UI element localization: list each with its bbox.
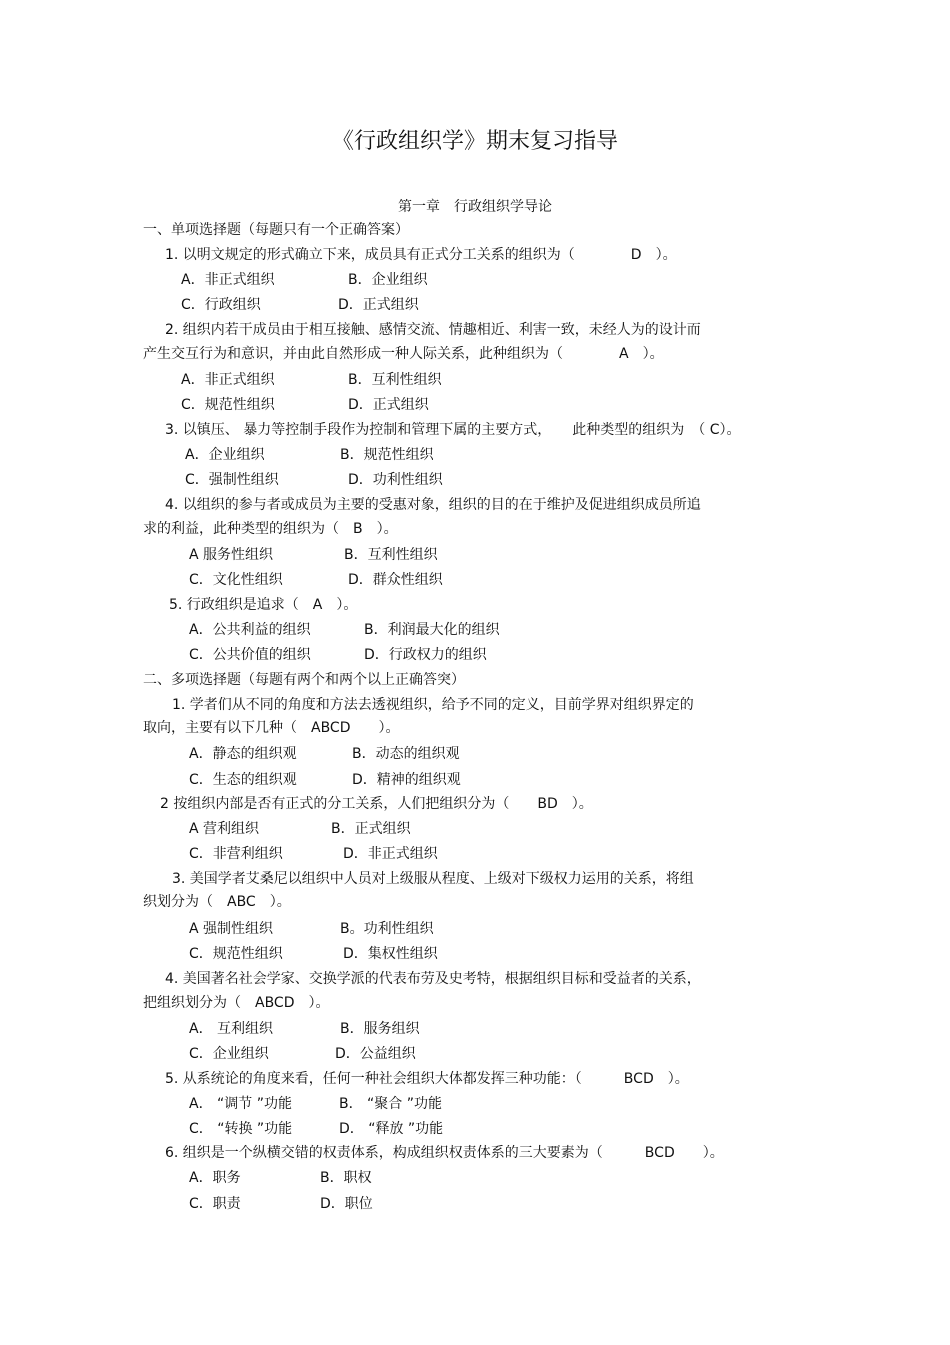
option-c: C． “转换 ”功能 bbox=[189, 1121, 293, 1137]
option-b: B。功利性组织 bbox=[340, 921, 434, 937]
option-c: C．文化性组织 bbox=[189, 572, 283, 588]
option-d: D．行政权力的组织 bbox=[364, 647, 487, 663]
option-b: B．利润最大化的组织 bbox=[364, 622, 500, 638]
option-b: B．动态的组织观 bbox=[352, 746, 460, 762]
option-c: C．规范性组织 bbox=[181, 397, 275, 413]
option-d: D．集权性组织 bbox=[343, 946, 438, 962]
option-d: D．精神的组织观 bbox=[352, 772, 461, 788]
question-text: 4. 以组织的参与者或成员为主要的受惠对象，组织的目的在于维护及促进组织成员所追 bbox=[165, 497, 701, 513]
question-text: 求的利益，此种类型的组织为（ B ）。 bbox=[143, 521, 398, 537]
option-c: C．公共价值的组织 bbox=[189, 647, 311, 663]
option-b: B．服务组织 bbox=[340, 1021, 420, 1037]
question-text: 产生交互行为和意识，并由此自然形成一种人际关系，此种组织为（ A ）。 bbox=[143, 346, 664, 362]
option-b: B．职权 bbox=[320, 1170, 372, 1186]
section-heading: 二、多项选择题（每题有两个和两个以上正确答突） bbox=[143, 672, 465, 688]
option-a: A．非正式组织 bbox=[181, 372, 275, 388]
question-text: 织划分为（ ABC ）。 bbox=[143, 894, 291, 910]
section-heading: 一、单项选择题（每题只有一个正确答案） bbox=[143, 222, 409, 238]
question-text: 2 按组织内部是否有正式的分工关系，人们把组织分为（ BD ）。 bbox=[160, 796, 593, 812]
option-c: C．非营利组织 bbox=[189, 846, 283, 862]
option-b: B．规范性组织 bbox=[340, 447, 434, 463]
document-title: 《行政组织学》期末复习指导 bbox=[331, 129, 618, 154]
question-text: 6. 组织是一个纵横交错的权责体系，构成组织权责体系的三大要素为（ BCD ）。 bbox=[165, 1145, 724, 1161]
question-text: 1. 以明文规定的形式确立下来，成员具有正式分工关系的组织为（ D ）。 bbox=[165, 247, 677, 263]
question-text: 取向，主要有以下几种（ ABCD ）。 bbox=[143, 720, 400, 736]
question-text: 1. 学者们从不同的角度和方法去透视组织，给予不同的定义，目前学界对组织界定的 bbox=[172, 697, 694, 713]
option-d: D．非正式组织 bbox=[343, 846, 438, 862]
option-c: C．规范性组织 bbox=[189, 946, 283, 962]
option-a: A 营利组织 bbox=[189, 821, 260, 837]
option-d: D．公益组织 bbox=[335, 1046, 416, 1062]
option-a: A． 互利组织 bbox=[189, 1021, 274, 1037]
option-b: B． “聚合 ”功能 bbox=[339, 1096, 443, 1112]
chapter-heading: 第一章 行政组织学导论 bbox=[398, 199, 552, 215]
question-text: 4. 美国著名社会学家、交换学派的代表布劳及史考特，根据组织目标和受益者的关系， bbox=[165, 971, 701, 987]
option-d: D．正式组织 bbox=[348, 397, 429, 413]
option-c: C．生态的组织观 bbox=[189, 772, 297, 788]
option-a: A．企业组织 bbox=[185, 447, 265, 463]
option-d: D．正式组织 bbox=[338, 297, 419, 313]
option-a: A 服务性组织 bbox=[189, 547, 274, 563]
option-a: A．公共利益的组织 bbox=[189, 622, 311, 638]
option-b: B．互利性组织 bbox=[344, 547, 438, 563]
question-text: 把组织划分为（ ABCD ）。 bbox=[143, 995, 330, 1011]
option-a: A．静态的组织观 bbox=[189, 746, 297, 762]
option-d: D．功利性组织 bbox=[348, 472, 443, 488]
option-c: C．职责 bbox=[189, 1196, 241, 1212]
option-d: D． “释放 ”功能 bbox=[339, 1121, 444, 1137]
option-a: A． “调节 ”功能 bbox=[189, 1096, 292, 1112]
option-d: D．群众性组织 bbox=[348, 572, 443, 588]
option-c: C．强制性组织 bbox=[185, 472, 279, 488]
option-a: A．职务 bbox=[189, 1170, 241, 1186]
option-c: C．企业组织 bbox=[189, 1046, 269, 1062]
question-text: 2. 组织内若干成员由于相互接触、感情交流、情趣相近、利害一致，未经人为的设计而 bbox=[165, 322, 701, 338]
option-a: A．非正式组织 bbox=[181, 272, 275, 288]
option-b: B．正式组织 bbox=[331, 821, 411, 837]
option-b: B．互利性组织 bbox=[348, 372, 442, 388]
question-text: 3. 以镇压、 暴力等控制手段作为控制和管理下属的主要方式， 此种类型的组织为 （ C）。 bbox=[165, 422, 741, 438]
question-text: 3. 美国学者艾桑尼以组织中人员对上级服从程度、上级对下级权力运用的关系，将组 bbox=[172, 871, 694, 887]
question-text: 5. 从系统论的角度来看，任何一种社会组织大体都发挥三种功能：（ BCD ）。 bbox=[165, 1071, 689, 1087]
question-text: 5. 行政组织是追求（ A ）。 bbox=[169, 597, 358, 613]
option-b: B．企业组织 bbox=[348, 272, 428, 288]
option-a: A 强制性组织 bbox=[189, 921, 274, 937]
option-d: D．职位 bbox=[320, 1196, 373, 1212]
option-c: C．行政组织 bbox=[181, 297, 261, 313]
